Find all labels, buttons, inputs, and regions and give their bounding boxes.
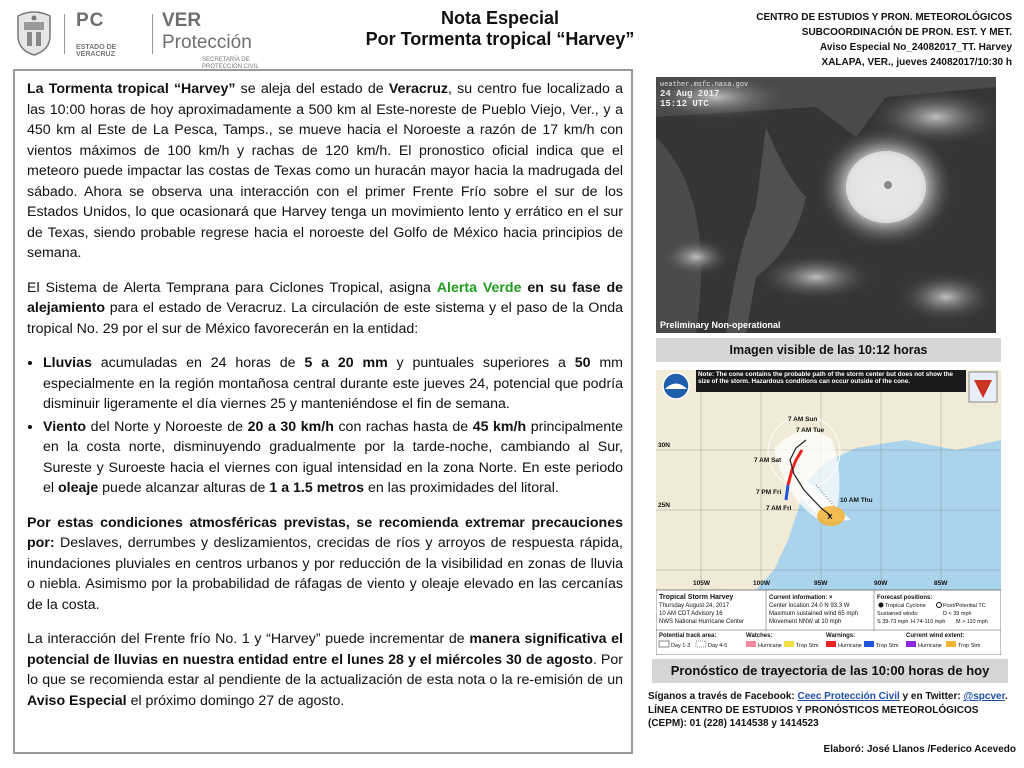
text-run: La interacción del Frente frío No. 1 y “Harvey” puede incrementar de [27,631,470,647]
label-tue: 7 AM Tue [796,427,825,434]
bold-run: Por estas condiciones atmosféricas previstas, se recomienda extremar precauciones por: [27,514,623,551]
bold-run: manera significativa el potencial de lluvias en nuestra entidad entre el lunes 28 y el miércoles 30 de agosto [27,631,623,668]
sat-source: weather.msfc.nasa.gov [660,81,749,89]
legend-current-title: Current information: × [769,595,833,601]
bold-run: 20 a 30 km/h [247,418,334,435]
text-run: Deslaves, derrumbes y deslizamientos, crecidas de ríos y arroyos de respuesta rápida, inundaciones pluviales en centros urbanos y por reducción de la visibilidad en zonas de lluvia o niebla. Asimismo por la probabilidad de ráfagas de viento y oleaje elevado en las cercanías de la costa. [27,535,623,613]
legend-wind-extent: Current wind extent: [906,633,965,639]
pc-title: PC [76,10,105,31]
forecast-map-caption: Pronóstico de trayectoria de las 10:00 horas de hoy [652,659,1008,683]
legend-day13: Day 1-3 [671,643,691,649]
issuer-line: SUBCOORDINACIÓN DE PRON. EST. Y MET. [801,27,1012,38]
label-fri-pm: 7 PM Fri [756,489,782,496]
bold-run: Aviso Especial [27,692,127,709]
alert-level: Alerta Verde [436,279,522,296]
label-fri: 7 AM Fri [766,505,792,512]
sat-date: 24 Aug 2017 [660,89,720,99]
ver-sub-line: PROTECCIÓN CIVIL [202,64,259,70]
paragraph-precautions [27,513,623,616]
pc-subtitle: ESTADO DE VERACRUZ [76,44,117,58]
twitter-link[interactable]: @spcver [963,691,1005,702]
title-line-1: Nota Especial [440,8,560,28]
legend-forecast-title: Forecast positions: [877,595,933,601]
bold-run: Viento [43,418,87,435]
legend-watches: Watches: [746,633,773,639]
text-run: se aleja del estado de [235,81,389,97]
bold-run: 5 a 20 mm [304,355,388,371]
legend-extent-hur: Hurricane [918,643,942,649]
legend-day45: Day 4-5 [708,643,728,649]
legend-f2: Post/Potential TC [943,603,986,609]
ver-proteccion-logo [162,10,282,71]
title-line-2: Por Tormenta tropical “Harvey” [365,29,635,49]
paragraph-situation [27,79,623,264]
legend-f1: Tropical Cyclone [885,603,926,609]
text-run: en las proximidades del litoral. [364,480,559,496]
ver-title [162,10,282,54]
legend-current-2: Maximum sustained wind 65 mph [769,611,859,617]
legend-f7: M > 110 mph [956,619,988,625]
legend-current-3: Movement NNW at 10 mph [769,619,842,625]
bold-run: 45 km/h [472,418,527,435]
legend-storm-name: Tropical Storm Harvey [659,594,734,601]
pc-logo [76,10,146,58]
issuer-line: CENTRO DE ESTUDIOS Y PRON. METEOROLÓGICOS [756,12,1012,23]
legend-track-area: Potential track area: [659,633,717,639]
authors-line: Elaboró: José Llanos /Federico Acevedo [823,744,1016,755]
legend-warn-hur: Hurricane [838,643,862,649]
label-105w: 105W [693,580,710,587]
alert-phase: en su fase de alejamiento [27,279,623,316]
text-run: El Sistema de Alerta Temprana para Ciclones Tropical, asigna [27,279,437,296]
list-item-wind [43,417,623,499]
label-sat: 7 AM Sat [754,457,782,464]
legend-f5: S 39-73 mph [877,619,909,625]
satellite-image [656,77,996,333]
label-90w: 90W [874,580,888,587]
bold-run: 50 [574,355,591,371]
paragraph-alert [27,278,623,340]
effects-list [27,353,623,499]
text-run: puede alcanzar alturas de [98,480,270,496]
bulletin-body [13,69,633,754]
contact-line: LÍNEA CENTRO DE ESTUDIOS Y PRONÓSTICOS METEOROLÓGICOS (CEPM): 01 (228) 1414538 y 1414523 [648,704,979,729]
legend-f4: D < 39 mph [943,611,972,617]
label-95w: 95W [814,580,828,587]
legend-extent-trop: Trop Stm [958,643,981,649]
label-30n: 30N [658,442,670,449]
issuer-line: Aviso Especial No_24082017_TT. Harvey [820,42,1012,53]
veracruz-seal-logo [14,10,54,56]
text-run: . Por lo que se recomienda estar al pendiente de la actualización de esta nota o la re-emisión de un [27,651,623,688]
list-item-rain [43,353,623,415]
current-position-icon: × [827,512,833,523]
header-divider [64,14,65,54]
text-run: del Norte y Noroeste de [86,418,248,435]
text-run: y en Twitter: [899,691,964,702]
label-85w: 85W [934,580,948,587]
bold-run: oleaje [57,480,99,496]
legend-f3: Sustained winds: [877,611,919,617]
label-thu: 10 AM Thu [840,497,873,504]
legend-date: Thursday August 24, 2017 [659,603,730,609]
ver-sub-line: SECRETARÍA DE [202,57,250,63]
label-25n: 25N [658,502,670,509]
legend-center: NWS National Hurricane Center [659,619,745,625]
text-run: para el estado de Veracruz. La circulación de este sistema y el paso de la Onda tropical No. 29 por el sur de México favorecerán en la entidad: [27,300,623,337]
cone-note: Note: The cone contains the probable path of the storm center but does not show the size of the storm. Hazardous conditions can occur outside of the cone. [698,371,954,385]
text-run: principalmente en la costa norte, disminuyendo gradualmente por la tarde-noche, cambiando al Sur, Sureste y Suroeste hacia el viernes con igual intensidad en la zona Norte. En este periodo el [43,418,623,496]
legend-f6: H 74-110 mph [911,619,946,625]
state-name: Veracruz [388,81,449,97]
bold-run: 1 a 1.5 metros [269,480,365,496]
text-run: y puntuales superiores a [387,355,575,371]
ver-word: Protección [162,32,252,53]
sat-time: 15:12 UTC [660,99,709,109]
header-divider [152,14,153,54]
label-sun: 7 AM Sun [788,416,818,423]
facebook-link[interactable]: Ceec Protección Civil [797,691,900,702]
text-run: mm especialmente en la región montañosa central durante este jueves 24, potencial que podría disminuir ligeramente el día viernes 25 y manteniéndose el fin de semana. [43,355,623,412]
text-run: , su centro fue localizado a las 10:00 horas de hoy aproximadamente a 500 km al Este-noreste de Pueblo Viejo, Ver., y a 450 km al Este de La Pesca, Tamps., se mueve hacia el Noroeste a razón de 17 km/h con vientos máximos de 100 km/h y rachas de 120 km/h. El pronostico oficial indica que el meteoro puede impactar las costas de Texas como un huracán mayor hacia la madrugada del sábado. Ahora se observa una interacción con el primer Frente Frío sobre el sur de los Estados Unidos, lo que ocasionará que Harvey tenga un movimiento lento y errático en el sur de Texas, siendo probable regrese hacia el noroeste del Golfo de México hacia principios de semana. [27,81,624,261]
text-run: Síganos a través de Facebook: [648,691,798,702]
paragraph-outlook [27,629,623,711]
ver-bold: VER [162,10,202,31]
text-run: acumuladas en 24 horas de [91,355,305,371]
legend-watch-hur: Hurricane [758,643,782,649]
legend-warn-trop: Trop Stm [876,643,899,649]
sat-badge: Preliminary Non-operational [660,320,781,330]
storm-name: La Tormenta tropical “Harvey” [27,81,236,97]
legend-watch-trop: Trop Stm [796,643,819,649]
forecast-map [656,370,1001,655]
legend-advisory: 10 AM CDT Advisory 16 [659,611,723,617]
document-title [320,8,680,50]
text-run: con rachas hasta de [333,418,473,435]
legend-warnings: Warnings: [826,633,856,639]
issuer-line: XALAPA, VER., jueves 24082017/10:30 h [821,57,1012,68]
social-line [648,690,1018,704]
text-run: el próximo domingo 27 de agosto. [126,692,345,709]
text-run: . [1004,691,1008,702]
legend-current-1: Center location 24.0 N 93.3 W [769,603,850,609]
issuer-info [692,10,1012,70]
label-100w: 100W [753,580,770,587]
contact-footer [648,690,1018,731]
bold-run: Lluvias [43,355,92,371]
satellite-caption: Imagen visible de las 10:12 horas [656,338,1001,362]
